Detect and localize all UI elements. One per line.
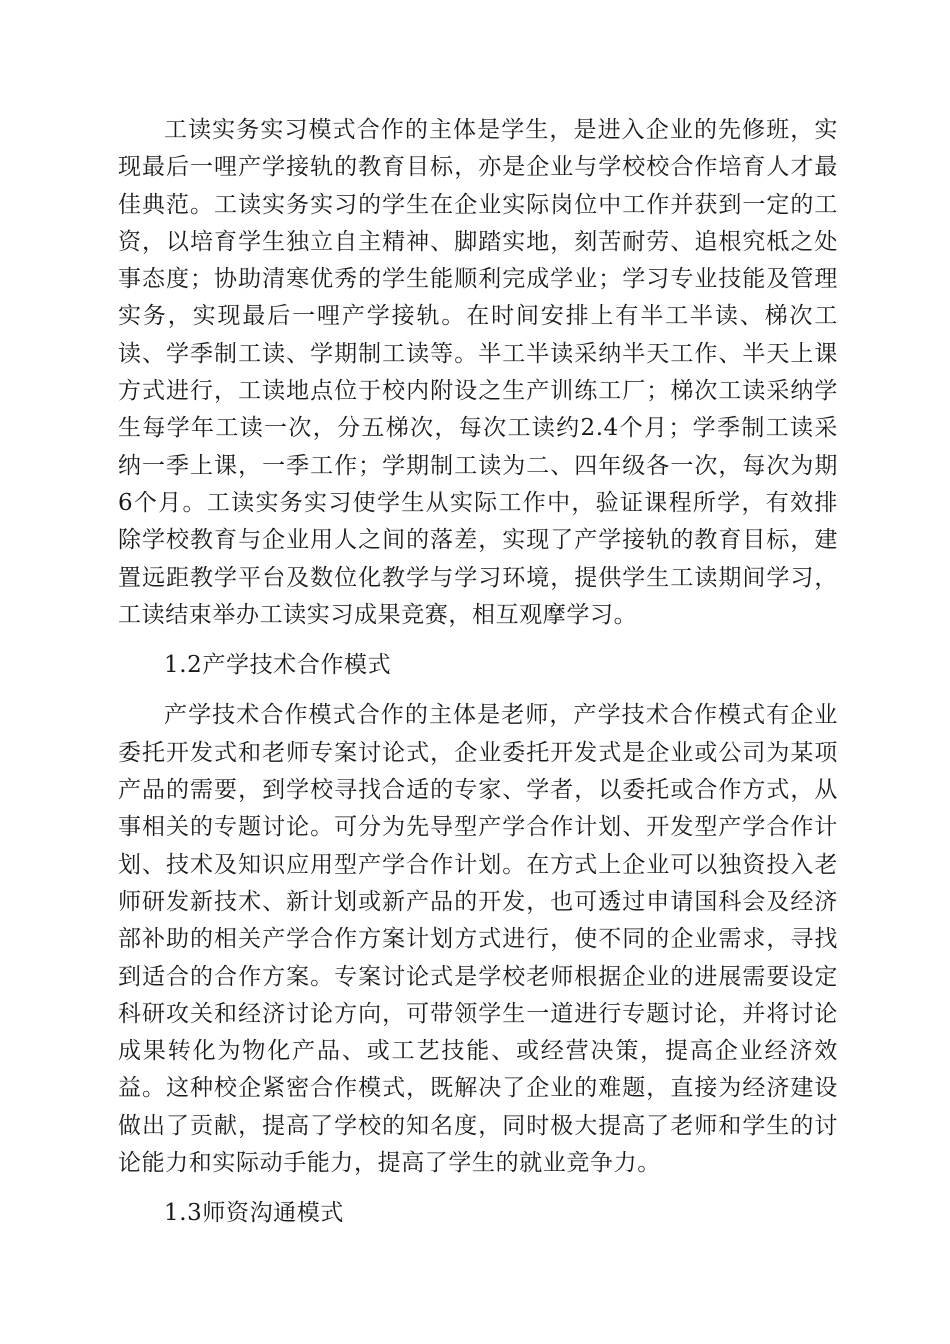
paragraph-work-study: 工读实务实习模式合作的主体是学生，是进入企业的先修班，实现最后一哩产学接轨的教育目标，亦是企业与学校校合作培育人才最佳典范。工读实务实习的学生在企业实际岗位中工作并获到一定的工资，以培育学生独立自主精神、脚踏实地，刻苦耐劳、追根究柢之处事态度；协助清寒优秀的学生能顺利完成学业；学习专业技能及管理实务，实现最后一哩产学接轨。在时间安排上有半工半读、梯次工读、学季制工读、学期制工读等。半工半读采纳半天工作、半天上课方式进行，工读地点位于校内附设之生产训练工厂；梯次工读采纳学生每学年工读一次，分五梯次，每次工读约2.4个月；学季制工读采纳一季上课，一季工作；学期制工读为二、四年级各一次，每次为期6个月。工读实务实习使学生从实际工作中，验证课程所学，有效排除学校教育与企业用人之间的落差，实现了产学接轨的教育目标，建置远距教学平台及数位化教学与学习环境，提供学生工读期间学习，工读结束举办工读实习成果竞赛，相互观摩学习。 bbox=[118, 117, 838, 628]
paragraph-tech-cooperation: 产学技术合作模式合作的主体是老师，产学技术合作模式有企业委托开发式和老师专案讨论式，企业委托开发式是企业或公司为某项产品的需要，到学校寻找合适的专家、学者，以委托或合作方式，从事相关的专题讨论。可分为先导型产学合作计划、开发型产学合作计划、技术及知识应用型产学合作计划。在方式上企业可以独资投入老师研发新技术、新计划或新产品的开发，也可透过申请国科会及经济部补助的相关产学合作方案计划方式进行，使不同的企业需求，寻找到适合的合作方案。专案讨论式是学校老师根据企业的进展需要设定科研攻关和经济讨论方向，可带领学生一道进行专题讨论，并将讨论成果转化为物化产品、或工艺技能、或经营决策，提高企业经济效益。这种校企紧密合作模式，既解决了企业的难题，直接为经济建设做出了贡献，提高了学校的知名度，同时极大提高了老师和学生的讨论能力和实际动手能力，提高了学生的就业竞争力。 bbox=[118, 702, 838, 1177]
section-heading-1-2: 1.2产学技术合作模式 bbox=[164, 652, 392, 679]
document-page bbox=[118, 112, 838, 1233]
section-heading-1-3: 1.3师资沟通模式 bbox=[164, 1200, 344, 1227]
